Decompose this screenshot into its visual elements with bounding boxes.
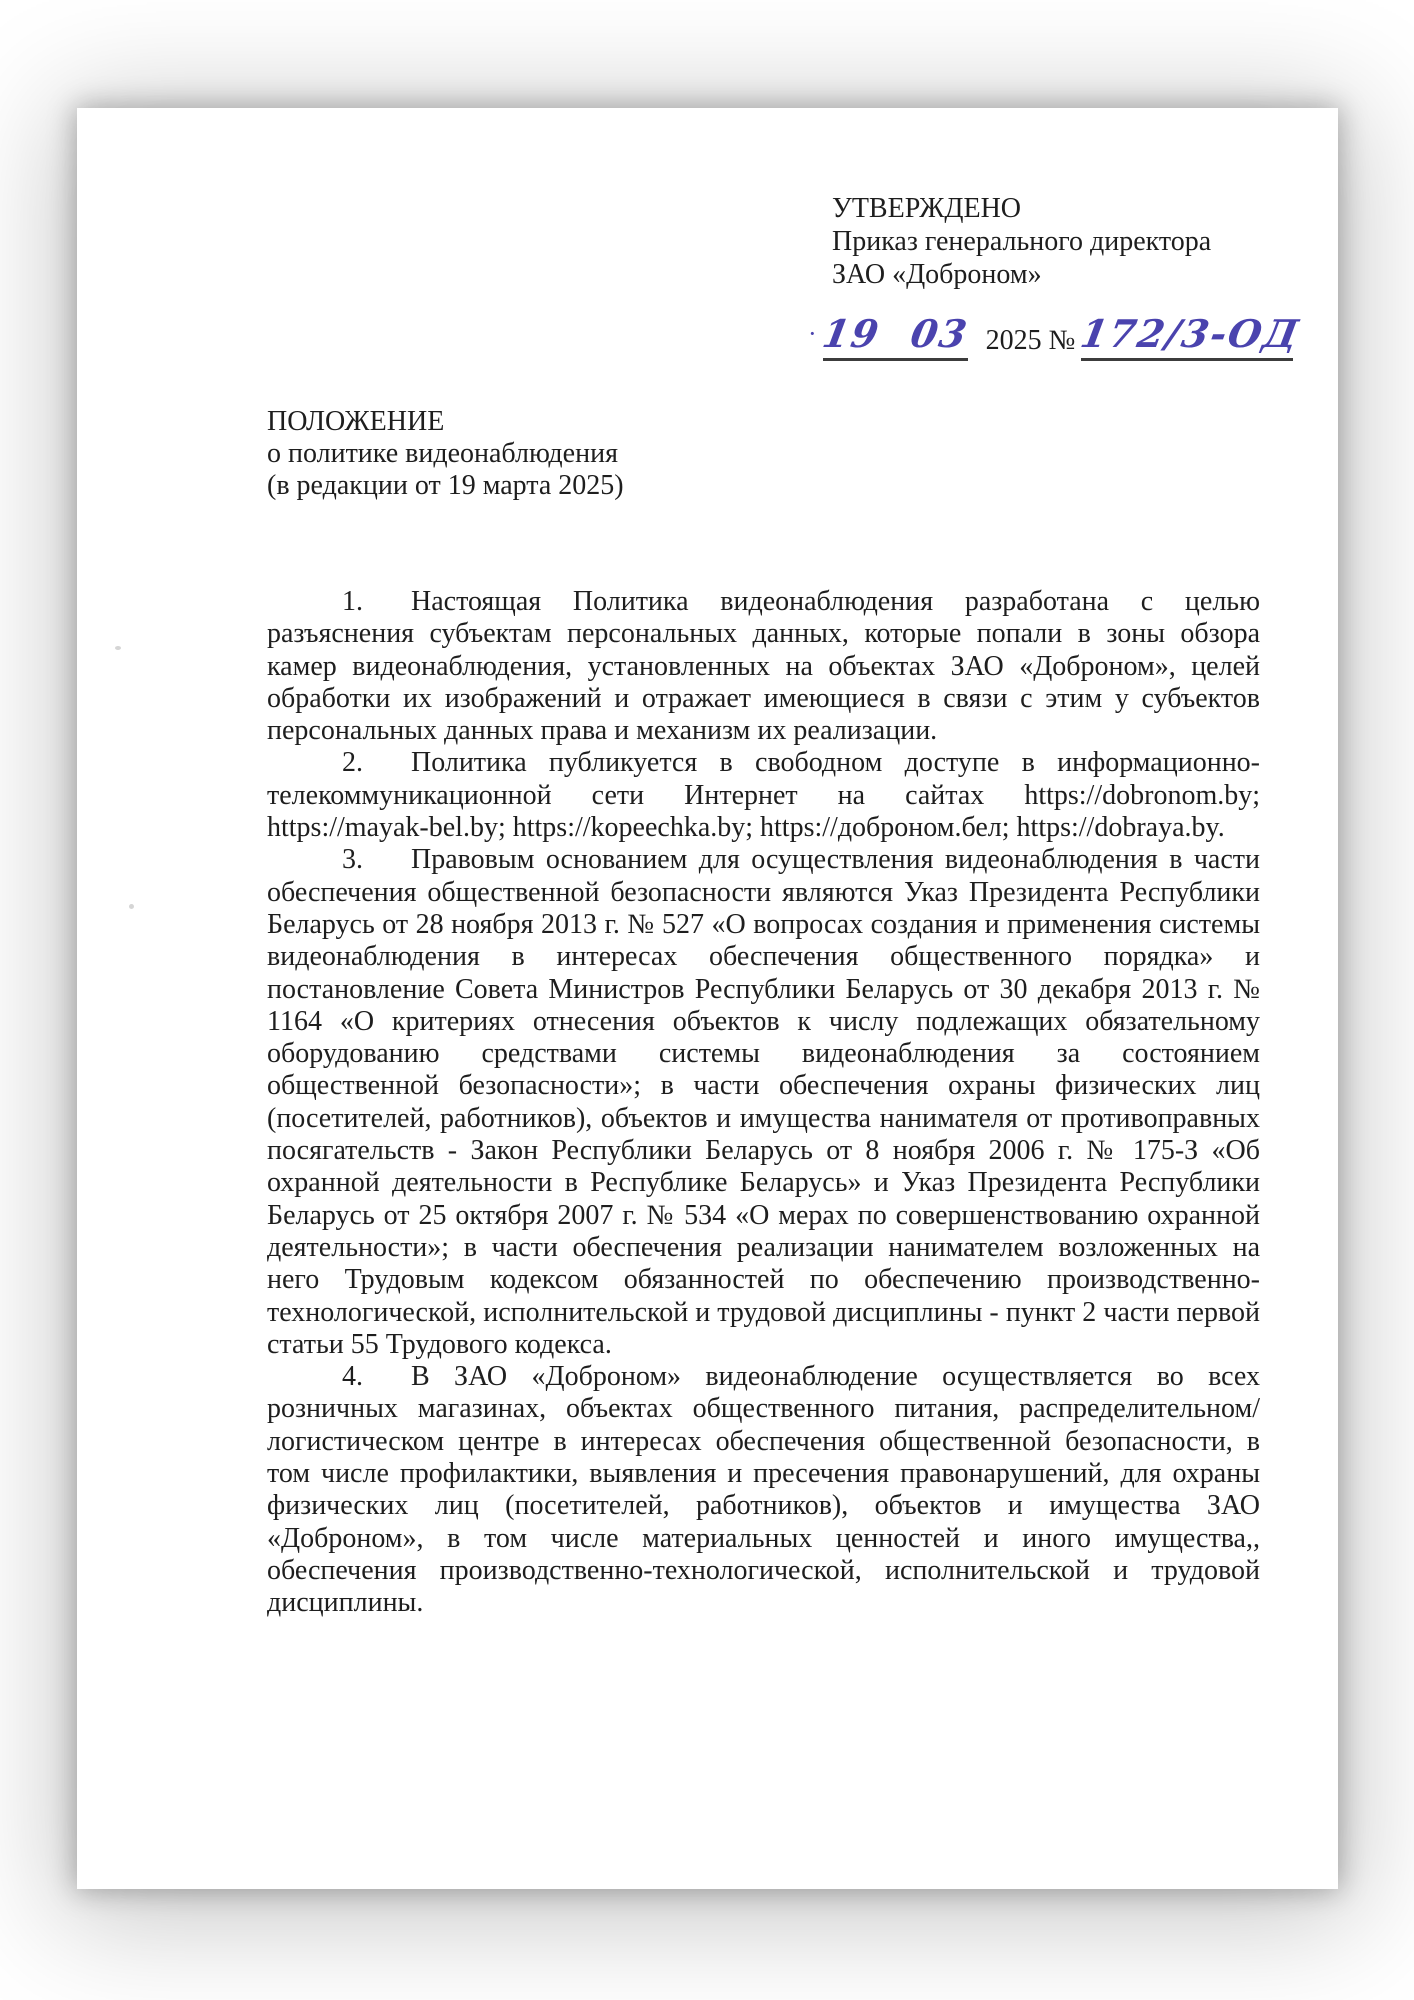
paragraph-3 — [267, 844, 1260, 1361]
document-page — [77, 108, 1338, 1889]
handwritten-date: 19 03 — [818, 311, 972, 356]
ink-dot: · — [808, 319, 817, 348]
date-blank-underline — [818, 311, 972, 361]
paragraph-text: Политика публикуется в свободном доступе в информационно-телекоммуникационной сети Интернет на сайтах https://dobronom.by; https://mayak-bel.by; https://kopeechka.by; https://доброном.бел; https://dobraya.by. — [267, 747, 1260, 844]
paragraph-4 — [267, 1361, 1260, 1619]
title-word: ПОЛОЖЕНИЕ — [267, 406, 445, 437]
paragraph-number: 2. — [342, 747, 363, 779]
document-title — [267, 406, 1260, 502]
scan-speck — [115, 646, 121, 650]
paragraph-text: В ЗАО «Доброном» видеонаблюдение осуществляется во всех розничных магазинах, объектах общественного питания, распределительном/логистическом центре в интересах обеспечения общественной безопасности, в том числе профилактики, выявления и пресечения правонарушений, для охраны физических лиц (посетителей, работников), объектов и имущества ЗАО «Доброном», в том числе материальных ценностей и иного имущества,, обеспечения производственно-технологической, исполнительской и трудовой дисциплины. — [267, 1361, 1260, 1619]
approval-stamp-word: УТВЕРЖДЕНО — [832, 193, 1022, 224]
paragraph-1 — [267, 586, 1260, 747]
scan-speck — [129, 904, 134, 909]
document-body — [267, 586, 1260, 1620]
paragraph-text: Правовым основанием для осуществления видеонаблюдения в части обеспечения общественной безопасности являются Указ Президента Республики Беларусь от 28 ноября 2013 г. № 527 «О вопросах создания и применения системы видеонаблюдения в интересах обеспечения общественного порядка» и постановление Совета Министров Республики Беларусь от 30 декабря 2013 г. № 1164 «О критериях отнесения объектов к числу подлежащих обязательному оборудованию средствами системы видеонаблюдения за состоянием общественной безопасности»; в части обеспечения охраны физических лиц (посетителей, работников), объектов и имущества нанимателя от противоправных посягательств - Закон Республики Беларусь от 8 ноября 2006 г. № 175-З «Об охранной деятельности в Республике Беларусь» и Указ Президента Республики Беларусь от 25 октября 2007 г. № 534 «О мерах по совершенствованию охранной деятельности»; в части обеспечения реализации нанимателем возложенных на него Трудовым кодексом обязанностей по обеспечению производственно-технологической, исполнительской и трудовой дисциплины - пункт 2 части первой статьи 55 Трудового кодекса. — [267, 844, 1260, 1360]
paragraph-text: Настоящая Политика видеонаблюдения разработана с целью разъяснения субъектам персональных данных, которые попали в зоны обзора камер видеонаблюдения, установленных на объектах ЗАО «Доброном», целей обработки их изображений и отражает имеющиеся в связи с этим у субъектов персональных данных права и механизм их реализации. — [267, 586, 1260, 747]
number-blank-underline — [1077, 311, 1304, 361]
approval-date-line — [808, 307, 1304, 361]
approval-order-line: Приказ генерального директора — [832, 226, 1212, 257]
approval-block — [832, 192, 1260, 291]
title-subject: о политике видеонаблюдения — [267, 438, 618, 469]
handwritten-order-number: 172/3-ОД — [1077, 311, 1304, 356]
title-revision-date: (в редакции от 19 марта 2025) — [267, 470, 624, 501]
printed-year-and-number-sign: 2025 № — [985, 325, 1076, 356]
paragraph-2 — [267, 747, 1260, 844]
paragraph-number: 1. — [342, 586, 363, 617]
approval-company-name: ЗАО «Доброном» — [832, 259, 1042, 290]
paragraph-number: 4. — [342, 1361, 363, 1393]
paragraph-number: 3. — [342, 844, 363, 876]
